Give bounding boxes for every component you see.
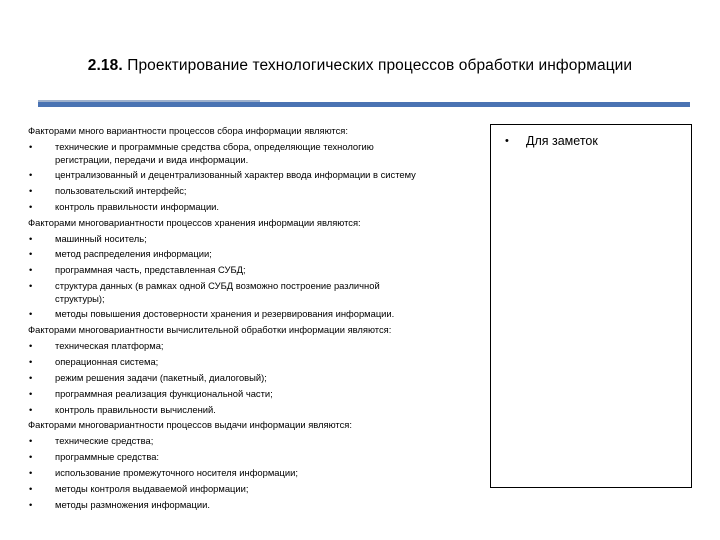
bullet-icon: • (29, 435, 33, 447)
list-item-text: технические средства; (55, 435, 154, 447)
slide-title (0, 57, 720, 75)
list-item (28, 386, 483, 402)
notes-label: Для заметок (526, 134, 598, 148)
bullet-icon: • (29, 264, 33, 276)
list-item (28, 481, 483, 497)
list-item-text: централизованный и децентрализованный характер ввода информации в систему (55, 169, 416, 181)
slide-title-text: Проектирование технологических процессов обработки информации (127, 57, 633, 74)
list-item (28, 278, 483, 294)
list-item (28, 262, 483, 278)
list-item (28, 449, 483, 465)
list-item-text: методы контроля выдаваемой информации; (55, 482, 249, 494)
section-heading: Факторами многовариантности вычислительной обработки информации являются: (28, 324, 392, 336)
list-item-text: программная реализация функциональной части; (55, 387, 273, 399)
bullet-icon: • (29, 232, 33, 244)
bullet-icon: • (29, 355, 33, 367)
list-item-text: методы повышения достоверности хранения и резервирования информации. (55, 308, 395, 320)
list-item (28, 167, 483, 183)
list-item-text: метод распределения информации; (55, 248, 212, 260)
list-item (28, 199, 483, 215)
notes-box (490, 124, 692, 488)
list-item-continuation: регистрации, передачи и вида информации. (55, 153, 249, 165)
list-item (28, 497, 483, 513)
list-item-text: режим решения задачи (пакетный, диалоговый); (55, 371, 267, 383)
bullet-icon: • (29, 185, 33, 197)
bullet-icon: • (29, 498, 33, 510)
list-item (28, 231, 483, 247)
list-item-text: контроль правильности вычислений. (55, 403, 216, 415)
factors-text-block (28, 123, 483, 512)
list-item (28, 246, 483, 262)
list-item (28, 183, 483, 199)
bullet-icon: • (29, 451, 33, 463)
list-item-text: технические и программные средства сбора, определяющие технологию (55, 140, 374, 152)
slide-title-number: 2.18. (87, 57, 123, 74)
bullet-icon: • (29, 466, 33, 478)
bullet-icon: • (29, 387, 33, 399)
bullet-icon: • (29, 403, 33, 415)
list-item (28, 370, 483, 386)
title-underline-thick (38, 102, 690, 107)
bullet-icon: • (29, 248, 33, 260)
list-item (28, 433, 483, 449)
bullet-icon: • (29, 371, 33, 383)
section-heading: Факторами много вариантности процессов сбора информации являются: (28, 125, 348, 136)
list-item-text: техническая платформа; (55, 340, 164, 352)
list-item-text: использование промежуточного носителя информации; (55, 466, 298, 478)
notes-bullet: • (505, 135, 509, 147)
bullet-icon: • (29, 280, 33, 292)
bullet-icon: • (29, 308, 33, 320)
list-item-text: программные средства: (55, 451, 160, 463)
list-item (28, 402, 483, 418)
list-item-continuation: структуры); (55, 292, 105, 304)
list-item (28, 465, 483, 481)
list-item-text: структура данных (в рамках одной СУБД возможно построение различной (55, 280, 380, 292)
section-heading: Факторами многовариантности процессов выдачи информации являются: (28, 419, 352, 431)
list-item-text: пользовательский интерфейс; (55, 185, 187, 197)
list-item-text: контроль правильности информации. (55, 200, 220, 212)
bullet-icon: • (29, 340, 33, 352)
list-item-text: методы размножения информации. (55, 498, 210, 510)
list-item (28, 139, 483, 155)
bullet-icon: • (29, 140, 33, 152)
list-item-text: программная часть, представленная СУБД; (55, 264, 246, 276)
list-item (28, 338, 483, 354)
section-heading: Факторами многовариантности процессов хранения информации являются: (28, 216, 361, 228)
list-item (28, 306, 483, 322)
bullet-icon: • (29, 200, 33, 212)
list-item-text: операционная система; (55, 355, 159, 367)
bullet-icon: • (29, 482, 33, 494)
list-item-text: машинный носитель; (55, 232, 147, 244)
bullet-icon: • (29, 169, 33, 181)
list-item (28, 354, 483, 370)
